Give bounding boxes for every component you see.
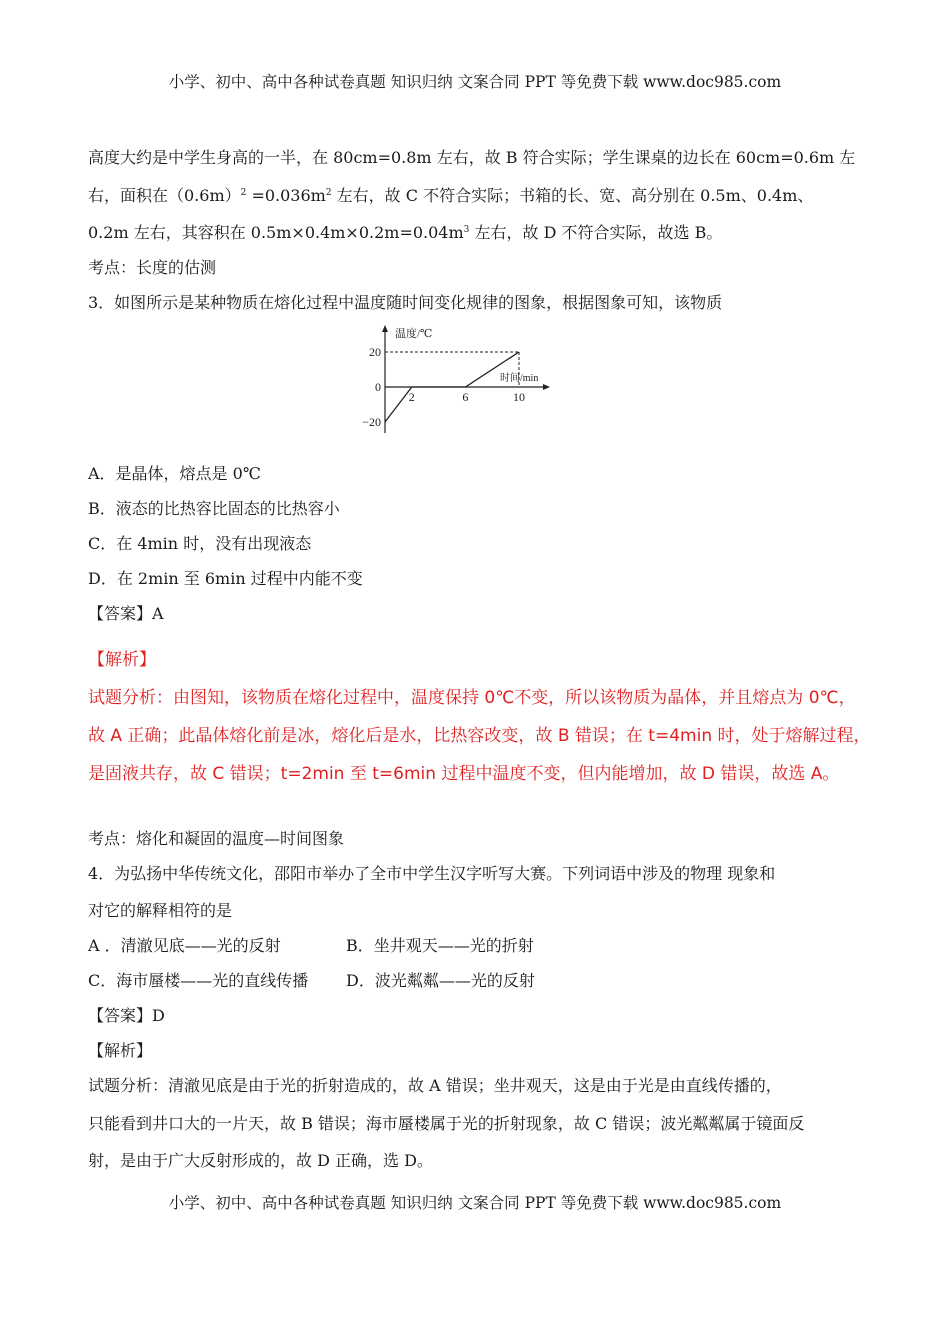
q3-analysis-line-2: 故 A 正确；此晶体熔化前是冰，熔化后是水，比热容改变，故 B 错误；在 t=4min 时，处于熔解过程， [88,726,871,746]
page-header: 小学、初中、高中各种试卷真题 知识归纳 文案合同 PPT 等免费下载 www.doc985.com [168,73,782,91]
page-footer: 小学、初中、高中各种试卷真题 知识归纳 文案合同 PPT 等免费下载 www.doc985.com [168,1194,782,1212]
q4-option-a: A ．清澈见底——光的反射 [88,936,281,955]
q3-option-a: A．是晶体，熔点是 0℃ [88,464,261,483]
x-axis-label: 时间/min [500,373,539,384]
q4-answer: 【答案】D [88,1006,165,1025]
q3-option-c: C．在 4min 时，没有出现液态 [88,534,312,553]
q3-analysis-line-3: 是固液共存，故 C 错误；t=2min 至 t=6min 过程中温度不变，但内能增加，故 D 错误，故选 A。 [88,764,840,784]
q4-analysis-line-1: 试题分析：清澈见底是由于光的折射造成的，故 A 错误；坐井观天，这是由于光是由直线传播的， [88,1076,782,1095]
y-tick-label: 0 [375,380,381,394]
q3-analysis-heading: 【解析】 [88,650,156,670]
y-axis-arrow [382,325,388,332]
q3-stem: 3．如图所示是某种物质在熔化过程中温度随时间变化规律的图象，根据图象可知，该物质 [88,293,723,312]
x-tick-label: 2 [408,390,415,404]
q2-kaodian: 考点：长度的估测 [88,258,217,277]
x-tick-label: 6 [462,390,469,404]
q4-option-c: C．海市蜃楼——光的直线传播 [88,971,309,990]
q2-text-line-2: 右，面积在$(0.6m)^2 =0.036m^2$ 左右，故 C 不符合实际；书箱的长、宽、高分别在 0.5m、0.4m、 [88,186,814,205]
q3-option-d: D．在 2min 至 6min 过程中内能不变 [88,569,363,588]
q4-stem-line-1: 4．为弘扬中华传统文化，邵阳市举办了全市中学生汉字听写大赛。下列词语中涉及的物理 现象和 [88,864,776,883]
q4-analysis-heading: 【解析】 [88,1041,153,1060]
q2-text-line-1: 高度大约是中学生身高的一半，在 80cm=0.8m 左右，故 B 符合实际；学生课桌的边长在 60cm=0.6m 左 [88,148,856,167]
y-tick-label: −20 [362,415,381,429]
q4-analysis-line-2: 只能看到井口大的一片天，故 B 错误；海市蜃楼属于光的折射现象，故 C 错误；波光粼粼属于镜面反 [88,1114,805,1133]
q3-option-b: B．液态的比热容比固态的比热容小 [88,499,340,518]
q2-text-line-3: 0.2m 左右，其容积在 $0.5m\times 0.4m\times 0.2m=0.04m^3$ 左右，故 D 不符合实际，故选 B。 [88,223,723,242]
x-axis-arrow [543,384,550,390]
q3-analysis-line-1: 试题分析：由图知，该物质在熔化过程中，温度保持 0℃不变，所以该物质为晶体，并且熔点为 0℃， [88,688,856,708]
x-tick-label: 10 [513,390,525,404]
q3-answer: 【答案】A [88,604,164,623]
q3-kaodian: 考点：熔化和凝固的温度—时间图象 [88,829,345,848]
melting-graph [355,323,555,435]
y-tick-label: 20 [369,345,381,359]
q4-stem-line-2: 对它的解释相符的是 [88,901,233,920]
q4-option-b: B．坐井观天——光的折射 [346,936,534,955]
q4-option-d: D．波光粼粼——光的反射 [346,971,535,990]
y-axis-label: 温度/℃ [395,328,433,340]
q4-analysis-line-3: 射，是由于广大反射形成的，故 D 正确，选 D。 [88,1151,433,1170]
